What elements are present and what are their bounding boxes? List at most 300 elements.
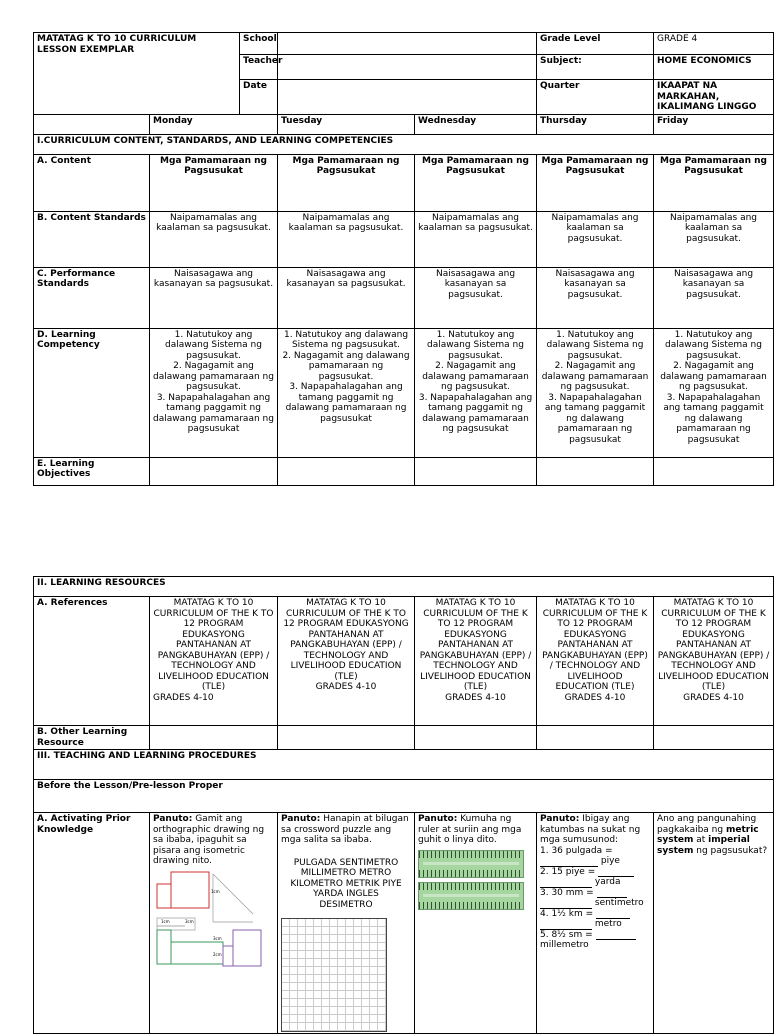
crossword-cell [298,975,306,983]
answer-blank[interactable] [540,878,592,888]
crossword-cell [330,999,338,1007]
crossword-cell [346,919,354,927]
crossword-cell [330,1015,338,1023]
performance-standards-label: C. Performance Standards [34,267,150,328]
conversion-unit: metro [594,919,622,929]
orthographic-drawing-image [153,870,271,992]
crossword-cell [370,951,378,959]
crossword-cell [338,975,346,983]
conversion-item [540,846,650,867]
conversion-item [540,867,650,888]
crossword-cell [282,951,290,959]
drawing-dim-label: 3cm [213,935,222,941]
crossword-cell [354,1015,362,1023]
crossword-cell [306,983,314,991]
references-grades: GRADES 4-10 [153,692,214,703]
crossword-cell [282,991,290,999]
grade-level-value: GRADE 4 [654,33,774,55]
crossword-cell [354,935,362,943]
crossword-cell [298,999,306,1007]
competency-tue [278,328,415,457]
crossword-cell [362,943,370,951]
day-friday: Friday [654,114,774,134]
crossword-cell [314,999,322,1007]
crossword-cell [354,975,362,983]
crossword-cell [362,991,370,999]
section1-title: I.CURRICULUM CONTENT, STANDARDS, AND LEARNING COMPETENCIES [34,134,774,154]
question-term: metric system [657,824,759,845]
crossword-cell [378,999,386,1007]
crossword-cell [346,991,354,999]
content-standards-label: B. Content Standards [34,211,150,267]
crossword-cell [282,1015,290,1023]
crossword-cell [306,919,314,927]
panuto-text: Ibigay ang katumbas na sukat ng mga sumusunod: [540,814,641,845]
crossword-cell [362,935,370,943]
crossword-cell [338,991,346,999]
crossword-cell [338,983,346,991]
crossword-cell [362,951,370,959]
performance-standards-tue: Naisasagawa ang kasanayan sa pagsusukat. [278,267,415,328]
conversion-item [540,930,650,951]
crossword-cell [314,975,322,983]
crossword-cell [290,1023,298,1031]
crossword-cell [338,927,346,935]
crossword-cell [314,983,322,991]
answer-blank[interactable] [596,930,636,940]
activating-tue [278,813,415,1034]
crossword-cell [346,967,354,975]
crossword-cell [290,959,298,967]
crossword-cell [370,999,378,1007]
crossword-cell [346,935,354,943]
crossword-cell [330,943,338,951]
references-grades: GRADES 4-10 [564,692,626,703]
crossword-cell [354,999,362,1007]
crossword-cell [282,983,290,991]
crossword-cell [282,1007,290,1015]
crossword-cell [290,983,298,991]
crossword-cell [362,983,370,991]
crossword-cell [330,919,338,927]
day-thursday: Thursday [537,114,654,134]
references-mon [150,597,278,726]
crossword-cell [338,951,346,959]
activating-wed [415,813,537,1034]
question-text: at [696,835,706,845]
crossword-cell [354,991,362,999]
crossword-cell [306,975,314,983]
crossword-cell [346,1007,354,1015]
crossword-cell [354,919,362,927]
competency-mon [150,328,278,457]
crossword-cell [282,935,290,943]
competency-line: 1. Natutukoy ang dalawang Sistema ng pagsusukat. [283,329,409,350]
lesson-table-top [33,32,774,486]
conversion-question: 2. 15 piye = [540,866,596,877]
answer-blank[interactable] [540,899,592,909]
activating-fri [654,813,774,1034]
crossword-cell [370,959,378,967]
other-resource-wed[interactable] [415,726,537,750]
crossword-cell [314,951,322,959]
conversion-unit: sentimetro [594,898,644,908]
conversion-question: 3. 30 mm = [540,887,594,898]
references-text: MATATAG K TO 10 CURRICULUM OF THE K TO 12 PROGRAM EDUKASYONG PANTAHANAN AT PANGKABUHAYAN (EPP) / TECHNOLOGY AND LIVELIHOOD EDUCATION (TLE) [542,598,648,692]
competency-line: 3. Napapahalagahan ang tamang paggamit ng dalawang pamamaraan ng pagsusukat [285,382,407,424]
crossword-cell [298,935,306,943]
references-label: A. References [34,597,150,726]
crossword-cell [322,967,330,975]
crossword-cell [370,927,378,935]
answer-blank[interactable] [598,867,634,877]
crossword-cell [354,1023,362,1031]
crossword-cell [338,919,346,927]
activating-prior-knowledge-label: A. Activating Prior Knowledge [34,813,150,1034]
crossword-cell [362,927,370,935]
content-standards-wed: Naipamamalas ang kaalaman sa pagsusukat. [415,211,537,267]
crossword-cell [314,991,322,999]
quarter-label: Quarter [537,80,654,115]
crossword-cell [298,919,306,927]
drawing-dim-label: 1cm [161,918,170,924]
crossword-cell [346,927,354,935]
crossword-cell [346,1023,354,1031]
conversion-unit: yarda [594,877,621,887]
crossword-cell [290,927,298,935]
crossword-cell [306,927,314,935]
performance-standards-thu: Naisasagawa ang kasanayan sa pagsusukat. [537,267,654,328]
crossword-cell [282,959,290,967]
crossword-cell [314,1015,322,1023]
crossword-cell [338,967,346,975]
crossword-cell [362,1015,370,1023]
references-thu [537,597,654,726]
ruler-image [418,850,524,878]
crossword-cell [282,943,290,951]
references-grades: GRADES 4-10 [445,692,506,703]
learning-competency-label: D. Learning Competency [34,328,150,457]
crossword-cell [370,1007,378,1015]
crossword-cell [354,1007,362,1015]
competency-thu [537,328,654,457]
other-resource-fri[interactable] [654,726,774,750]
other-resource-mon[interactable] [150,726,278,750]
crossword-cell [314,919,322,927]
crossword-cell [378,967,386,975]
subject-label: Subject: [537,55,654,80]
crossword-cell [314,943,322,951]
word-list: PULGADA SENTIMETRO MILLIMETRO METRO KILOMETRO METRIK PIYE YARDA INGLES DESIMETRO [290,857,402,910]
references-wed [415,597,537,726]
conversion-item [540,888,650,909]
crossword-cell [290,999,298,1007]
crossword-cell [338,1015,346,1023]
subject-value: HOME ECONOMICS [654,55,774,80]
school-field[interactable] [278,33,537,55]
content-wed: Mga Pamamaraan ng Pagsusukat [415,154,537,211]
content-tue: Mga Pamamaraan ng Pagsusukat [278,154,415,211]
before-lesson-title: Before the Lesson/Pre-lesson Proper [34,780,774,813]
crossword-cell [370,1023,378,1031]
crossword-cell [322,951,330,959]
crossword-cell [282,967,290,975]
crossword-cell [290,991,298,999]
references-grades: GRADES 4-10 [683,692,744,703]
conversion-unit: piye [600,856,620,866]
objectives-mon[interactable] [150,457,278,485]
panuto-text: Hanapin at bilugan sa crossword puzzle ang mga salita sa ibaba. [281,814,409,845]
crossword-cell [330,975,338,983]
day-wednesday: Wednesday [415,114,537,134]
content-standards-fri: Naipamamalas ang kaalaman sa pagsusukat. [654,211,774,267]
lesson-table-bottom [33,576,774,1034]
conversion-unit: millemetro [540,940,589,950]
crossword-cell [290,967,298,975]
crossword-cell [330,983,338,991]
crossword-cell [338,1007,346,1015]
competency-line: 1. Natutukoy ang dalawang Sistema ng pagsusukat. [665,329,762,361]
crossword-cell [330,951,338,959]
crossword-cell [378,975,386,983]
section3-title: III. TEACHING AND LEARNING PROCEDURES [34,750,774,780]
competency-line: 2. Nagagamit ang dalawang pamamaraan ng pagsusukat. [541,361,649,392]
drawing-dim-label: 2cm [213,951,222,957]
content-standards-mon: Naipamamalas ang kaalaman sa pagsusukat. [150,211,278,267]
crossword-cell [370,983,378,991]
crossword-cell [298,943,306,951]
crossword-cell [282,1023,290,1031]
crossword-cell [306,999,314,1007]
question-text: Ano ang pangunahing pagkakaiba ng [657,814,757,835]
crossword-cell [298,1007,306,1015]
other-resource-thu[interactable] [537,726,654,750]
answer-blank[interactable] [540,857,598,867]
crossword-cell [354,967,362,975]
crossword-cell [346,943,354,951]
blank-corner [34,114,150,134]
activating-thu [537,813,654,1034]
crossword-cell [330,927,338,935]
content-thu: Mga Pamamaraan ng Pagsusukat [537,154,654,211]
crossword-cell [322,1007,330,1015]
competency-line: 1. Natutukoy ang dalawang Sistema ng pagsusukat. [546,329,644,361]
references-text: MATATAG K TO 10 CURRICULUM OF THE K TO 12 PROGRAM EDUKASYONG PANTAHANAN AT PANGKABUHAYAN (EPP) / TECHNOLOGY AND LIVELIHOOD EDUCATION (TLE) [419,598,532,692]
competency-line: 3. Napapahalagahan ang tamang paggamit ng dalawang pamamaraan ng pagsusukat [418,392,533,434]
competency-line: 2. Nagagamit ang dalawang pamamaraan ng pagsusukat. [153,361,274,392]
crossword-cell [298,959,306,967]
teacher-label: Teacher [240,55,278,80]
conversion-question: 5. 8½ sm = [540,929,593,940]
crossword-cell [378,983,386,991]
panuto-label: Panuto: [281,814,321,824]
crossword-cell [322,1015,330,1023]
crossword-cell [290,935,298,943]
crossword-cell [370,935,378,943]
drawing-dim-label: 1cm [211,888,220,894]
crossword-cell [306,935,314,943]
crossword-cell [298,967,306,975]
answer-blank[interactable] [597,888,627,898]
date-field[interactable] [278,80,537,115]
references-text: MATATAG K TO 10 CURRICULUM OF THE K TO 12 PROGRAM EDUKASYONG PANTAHANAN AT PANGKABUHAYAN (EPP) / TECHNOLOGY AND LIVELIHOOD EDUCATION (TLE) [283,598,409,682]
crossword-cell [298,991,306,999]
crossword-cell [370,975,378,983]
performance-standards-fri: Naisasagawa ang kasanayan sa pagsusukat. [654,267,774,328]
crossword-cell [322,919,330,927]
answer-blank[interactable] [540,920,592,930]
content-standards-thu: Naipamamalas ang kaalaman sa pagsusukat. [537,211,654,267]
crossword-cell [378,919,386,927]
answer-blank[interactable] [596,909,630,919]
panuto-text: Kumuha ng ruler at suriin ang mga guhit o linya dito. [418,814,522,845]
references-fri [654,597,774,726]
crossword-cell [322,1023,330,1031]
crossword-cell [330,959,338,967]
crossword-cell [298,1023,306,1031]
crossword-cell [370,967,378,975]
crossword-cell [378,1015,386,1023]
panuto-label: Panuto: [540,814,580,824]
crossword-cell [362,967,370,975]
crossword-cell [290,919,298,927]
crossword-cell [306,1015,314,1023]
crossword-cell [314,927,322,935]
crossword-cell [362,975,370,983]
crossword-cell [370,991,378,999]
crossword-cell [354,983,362,991]
crossword-cell [338,1023,346,1031]
quarter-value: IKAAPAT NA MARKAHAN, IKALIMANG LINGGO [654,80,774,115]
crossword-cell [346,1015,354,1023]
crossword-cell [306,991,314,999]
crossword-puzzle-grid [281,918,387,1032]
other-resource-tue[interactable] [278,726,415,750]
crossword-cell [306,951,314,959]
performance-standards-wed: Naisasagawa ang kasanayan sa pagsusukat. [415,267,537,328]
crossword-cell [282,927,290,935]
objectives-thu[interactable] [537,457,654,485]
crossword-cell [330,991,338,999]
crossword-cell [306,967,314,975]
panuto-label: Panuto: [153,814,193,824]
crossword-cell [330,1007,338,1015]
competency-line: 2. Nagagamit ang dalawang pamamaraan ng pagsusukat. [282,350,410,382]
day-tuesday: Tuesday [278,114,415,134]
panuto-label: Panuto: [418,814,458,824]
crossword-cell [322,927,330,935]
competency-line: 3. Napapahalagahan ang tamang paggamit ng dalawang pamamaraan ng pagsusukat [153,392,274,434]
crossword-cell [378,927,386,935]
crossword-cell [338,943,346,951]
school-label: School [240,33,278,55]
crossword-cell [346,959,354,967]
crossword-cell [338,935,346,943]
learning-objectives-label: E. Learning Objectives [34,457,150,485]
crossword-cell [322,983,330,991]
crossword-cell [378,959,386,967]
crossword-cell [330,967,338,975]
competency-line: 1. Natutukoy ang dalawang Sistema ng pagsusukat. [427,329,524,361]
crossword-cell [314,1007,322,1015]
crossword-cell [290,951,298,959]
grade-level-label: Grade Level [537,33,654,55]
objectives-tue[interactable] [278,457,415,485]
crossword-cell [346,999,354,1007]
performance-standards-mon: Naisasagawa ang kasanayan sa pagsusukat. [150,267,278,328]
crossword-cell [378,951,386,959]
objectives-wed[interactable] [415,457,537,485]
exemplar-title: MATATAG K TO 10 CURRICULUM LESSON EXEMPLAR [34,33,240,115]
other-resource-label: B. Other Learning Resource [34,726,150,750]
competency-wed [415,328,537,457]
crossword-cell [314,1023,322,1031]
content-mon: Mga Pamamaraan ng Pagsusukat [150,154,278,211]
crossword-cell [330,935,338,943]
crossword-cell [362,959,370,967]
crossword-cell [370,1015,378,1023]
panuto-text: Gamit ang orthographic drawing ng sa ibaba, ipaguhit sa pisara ang isometric drawing nito. [153,814,265,866]
references-text: MATATAG K TO 10 CURRICULUM OF THE K TO 12 PROGRAM EDUKASYONG PANTAHANAN AT PANGKABUHAYAN (EPP) / TECHNOLOGY AND LIVELIHOOD EDUCATION (TLE) [153,598,274,692]
crossword-cell [298,927,306,935]
references-grades: GRADES 4-10 [315,682,377,692]
crossword-cell [282,975,290,983]
crossword-cell [378,1023,386,1031]
activating-mon [150,813,278,1034]
conversion-item [540,909,650,930]
references-tue [278,597,415,726]
crossword-cell [314,967,322,975]
crossword-cell [298,983,306,991]
crossword-cell [322,943,330,951]
crossword-cell [306,1023,314,1031]
crossword-cell [338,959,346,967]
date-label: Date [240,80,278,115]
competency-line: 3. Napapahalagahan ang tamang paggamit ng dalawang pamamaraan ng pagsusukat [544,392,646,445]
crossword-cell [322,999,330,1007]
crossword-cell [322,975,330,983]
competency-line: 2. Nagagamit ang dalawang pamamaraan ng pagsusukat. [422,361,529,392]
crossword-cell [282,919,290,927]
crossword-cell [362,1023,370,1031]
conversion-question: 1. 36 pulgada = [540,845,613,856]
crossword-cell [378,935,386,943]
references-text: MATATAG K TO 10 CURRICULUM OF THE K TO 12 PROGRAM EDUKASYONG PANTAHANAN AT PANGKABUHAYAN (EPP) / TECHNOLOGY AND LIVELIHOOD EDUCATION (TLE) [657,598,770,692]
competency-line: 1. Natutukoy ang dalawang Sistema ng pagsusukat. [165,329,262,361]
crossword-cell [338,999,346,1007]
objectives-fri[interactable] [654,457,774,485]
crossword-cell [306,1007,314,1015]
crossword-cell [354,927,362,935]
question-text: ng pagsusukat? [696,845,768,856]
crossword-cell [322,991,330,999]
crossword-cell [290,943,298,951]
crossword-cell [362,919,370,927]
crossword-cell [314,959,322,967]
question-term: imperial system [657,835,750,856]
crossword-cell [314,935,322,943]
crossword-cell [354,959,362,967]
crossword-cell [378,991,386,999]
crossword-cell [346,951,354,959]
crossword-cell [322,935,330,943]
crossword-cell [362,1007,370,1015]
crossword-cell [378,1007,386,1015]
crossword-cell [346,983,354,991]
day-monday: Monday [150,114,278,134]
crossword-cell [330,1023,338,1031]
teacher-field[interactable] [278,55,537,80]
